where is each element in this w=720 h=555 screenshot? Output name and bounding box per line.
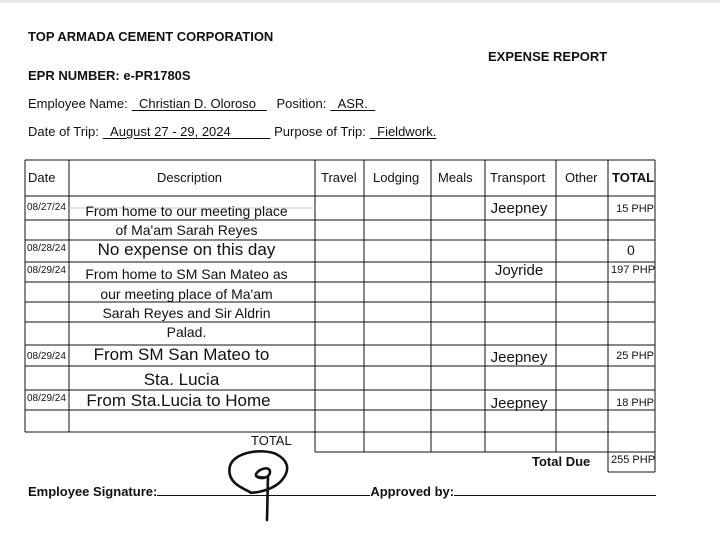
header-travel: Travel [321,170,357,185]
entry-description-line: From home to SM San Mateo as [85,266,288,282]
entry-total: 18 PHP [616,397,654,409]
signature-row [28,483,656,499]
entry-transport: Joyride [494,262,544,279]
header-date: Date [28,170,56,185]
employee-name-text: Christian D. Oloroso [138,96,256,111]
total-due-label: Total Due [532,454,591,469]
header-meals: Meals [438,170,473,185]
report-title: EXPENSE REPORT [488,49,608,64]
entry-description-line: No expense on this day [97,240,276,259]
entry-date: 08/28/24 [27,243,66,254]
handwritten-signature [220,444,310,524]
entry-description-line: From SM San Mateo to [93,345,270,364]
total-due-value: 255 PHP [611,454,656,466]
header-description: Description [157,170,223,185]
total-label: TOTAL [251,433,292,448]
entry-transport: Jeepney [490,200,548,217]
header-transport: Transport [490,170,546,185]
epr-label: EPR NUMBER: [28,68,120,83]
position-text: ASR. [337,96,368,111]
entry-description-line: Sarah Reyes and Sir Aldrin [102,305,271,321]
entry-description-line: of Ma'am Sarah Reyes [115,222,258,238]
approved-by-label: Approved by: [370,484,455,499]
trip-purpose-label: Purpose of Trip: [274,124,366,139]
approved-by-line [454,483,656,496]
entry-description-line: From home to our meeting place [85,203,288,219]
entry-date: 08/29/24 [27,393,66,404]
entry-date: 08/29/24 [27,265,66,276]
employee-signature-label: Employee Signature: [28,484,158,499]
entry-description-line: From Sta.Lucia to Home [86,391,271,410]
entry-date: 08/29/24 [27,351,66,362]
entry-total: 0 [627,242,635,258]
header-other: Other [565,170,598,185]
header-lodging: Lodging [373,170,420,185]
trip-date-text: August 27 - 29, 2024 [110,124,231,139]
entry-total: 15 PHP [616,203,654,215]
entry-date: 08/27/24 [27,202,66,213]
trip-purpose-text: Fieldwork. [377,124,437,139]
entry-description-line: our meeting place of Ma'am [100,286,273,302]
entry-description-line: Sta. Lucia [143,370,220,389]
header-total: TOTAL [612,170,655,185]
trip-date-label: Date of Trip: [28,124,99,139]
entry-transport: Jeepney [490,395,548,412]
position-label: Position: [276,96,327,111]
company-name: TOP ARMADA CEMENT CORPORATION [28,29,274,44]
entry-description-line: Palad. [166,324,207,340]
epr-value: e-PR1780S [123,68,191,83]
employee-name-label: Employee Name: [28,96,128,111]
entry-transport: Jeepney [490,349,548,366]
entry-total: 197 PHP [611,264,656,276]
entry-total: 25 PHP [616,350,654,362]
